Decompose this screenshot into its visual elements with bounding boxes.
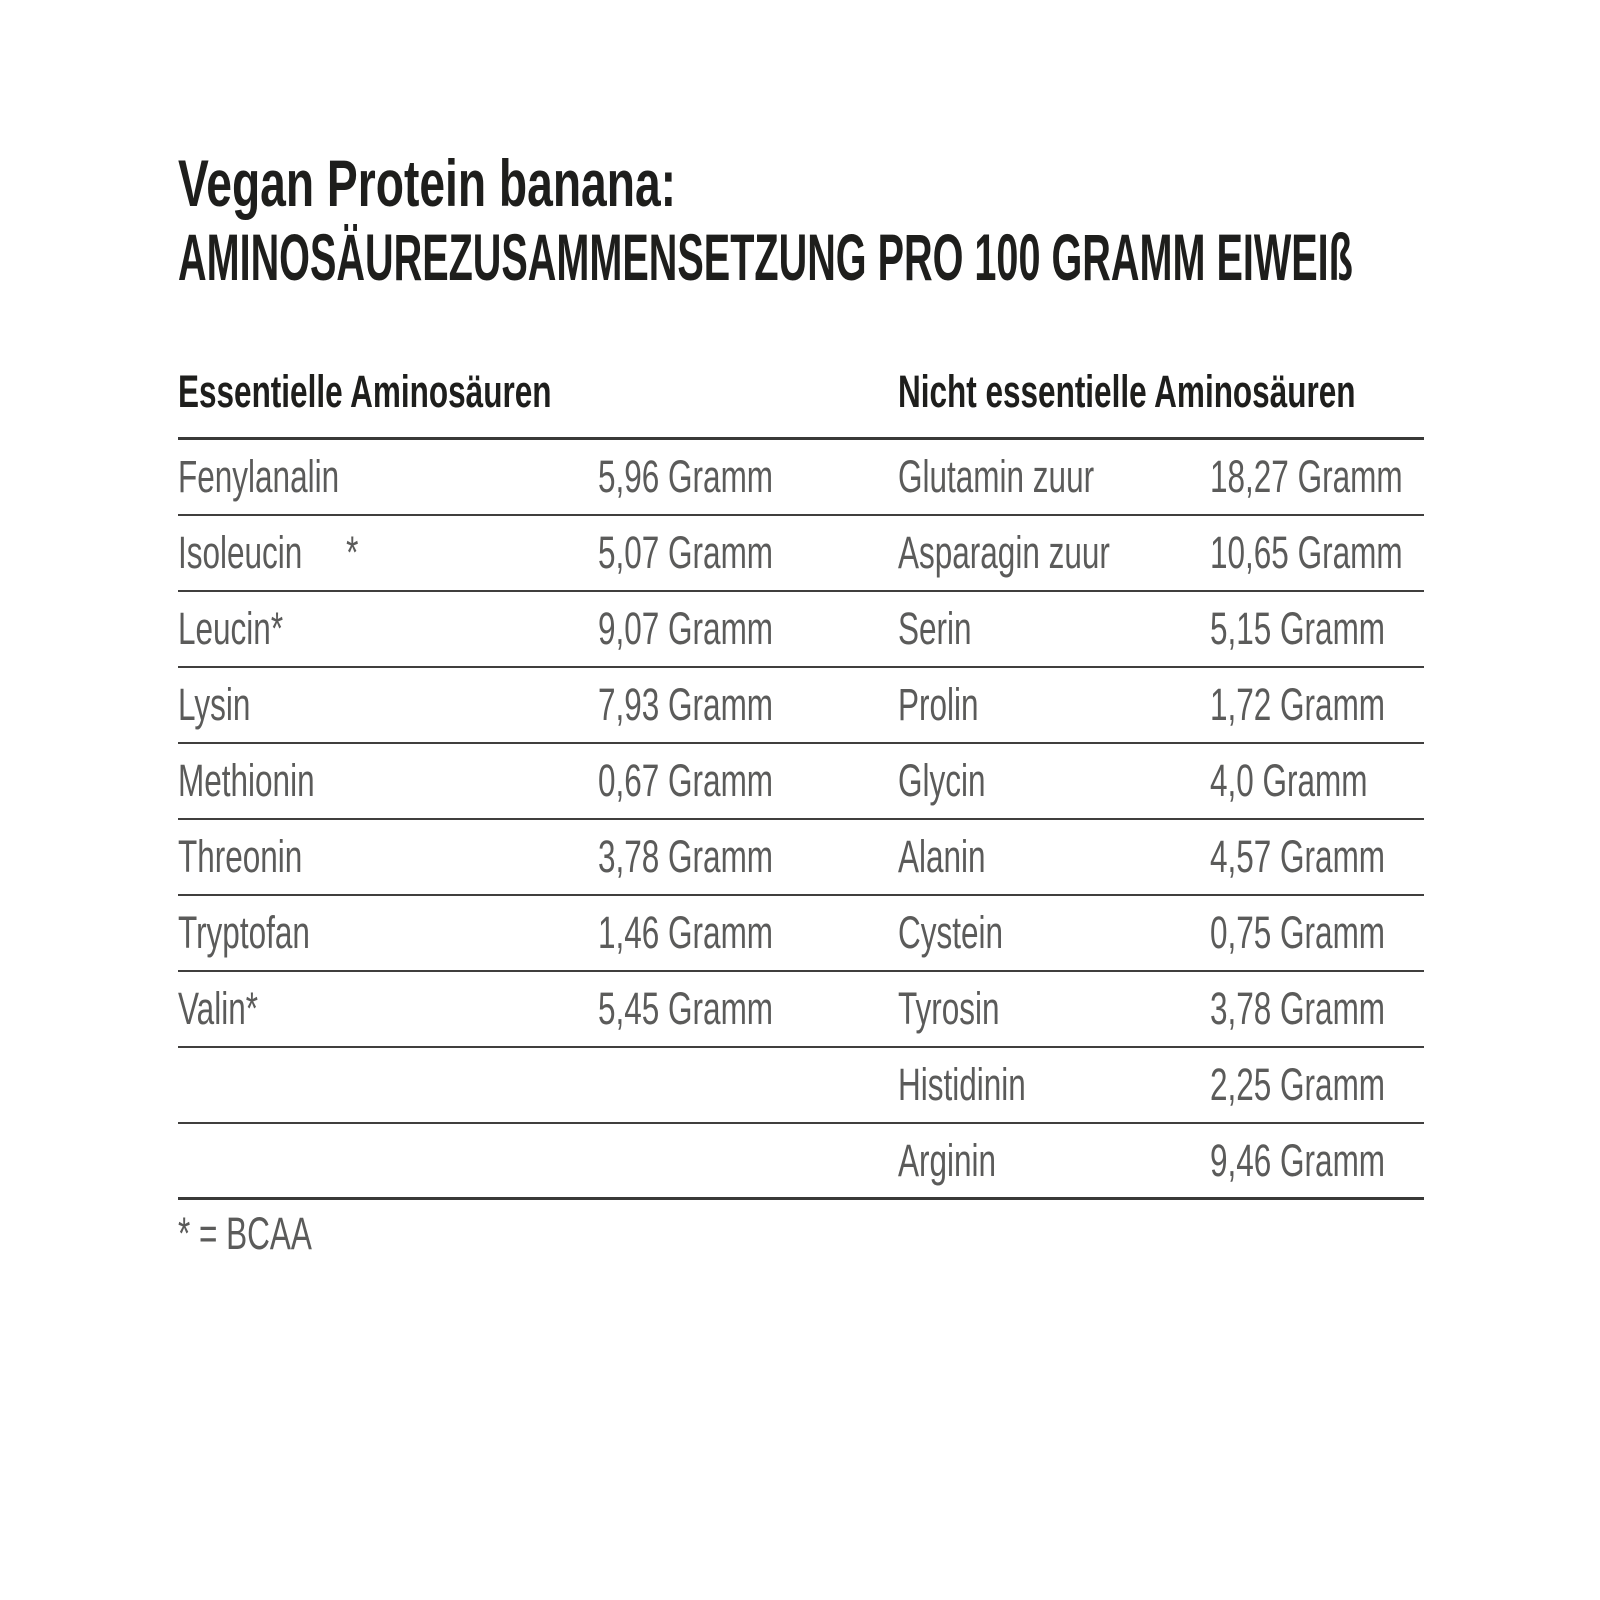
amino-value-cell: 0,75 Gramm — [1210, 907, 1386, 958]
table-row — [178, 896, 1424, 972]
page-title — [178, 146, 1600, 294]
amino-name-cell: Arginin — [898, 1134, 997, 1186]
column-header-essential: Essentielle Aminosäuren — [178, 366, 552, 417]
amino-value-cell: 18,27 Gramm — [1210, 451, 1403, 502]
amino-name-cell: Glutamin zuur — [898, 451, 1095, 502]
amino-name-cell: Methionin — [178, 755, 315, 806]
amino-name-cell: Threonin — [178, 831, 303, 882]
column-header-non-essential: Nicht essentielle Aminosäuren — [898, 366, 1356, 417]
amino-value-cell: 4,57 Gramm — [1210, 831, 1386, 882]
footnote-bcaa: * = BCAA — [178, 1208, 312, 1259]
amino-name-cell: Histidinin — [898, 1059, 1026, 1110]
amino-name-cell: Fenylanalin — [178, 451, 340, 502]
amino-name-cell: Tyrosin — [898, 983, 1000, 1034]
amino-name-cell: Serin — [898, 603, 972, 654]
amino-name-cell — [178, 1135, 598, 1187]
amino-name-cell — [178, 1059, 598, 1111]
table-row — [178, 516, 1424, 592]
amino-value-cell: 1,72 Gramm — [1210, 679, 1386, 730]
amino-value-cell: 3,78 Gramm — [1210, 983, 1386, 1034]
table-row — [178, 668, 1424, 744]
table-row — [178, 744, 1424, 820]
table-row — [178, 1048, 1424, 1124]
amino-value-cell: 5,07 Gramm — [598, 527, 774, 578]
table-row — [178, 592, 1424, 668]
amino-name-cell: Valin* — [178, 983, 258, 1034]
amino-value-cell: 5,45 Gramm — [598, 983, 774, 1034]
amino-name-cell: Asparagin zuur — [898, 527, 1110, 578]
title-line-product: Vegan Protein banana: — [178, 146, 677, 220]
amino-name-cell: Alanin — [898, 831, 986, 882]
amino-name-cell: Cystein — [898, 907, 1004, 958]
amino-value-cell: 2,25 Gramm — [1210, 1059, 1386, 1110]
amino-name-cell: Lysin — [178, 679, 251, 730]
amino-value-cell: 3,78 Gramm — [598, 831, 774, 882]
table-row — [178, 972, 1424, 1048]
amino-name-cell: Leucin* — [178, 603, 284, 654]
amino-value-cell: 7,93 Gramm — [598, 679, 774, 730]
amino-name-cell: Isoleucin * — [178, 527, 359, 578]
amino-value-cell: 0,67 Gramm — [598, 755, 774, 806]
amino-value-cell: 5,96 Gramm — [598, 451, 774, 502]
amino-name-cell: Tryptofan — [178, 907, 310, 958]
amino-acid-table — [178, 437, 1424, 1200]
amino-value-cell: 10,65 Gramm — [1210, 527, 1403, 578]
amino-value-cell — [598, 1059, 898, 1111]
table-row — [178, 440, 1424, 516]
amino-name-cell: Glycin — [898, 755, 986, 806]
table-row — [178, 820, 1424, 896]
amino-name-cell: Prolin — [898, 679, 979, 730]
amino-value-cell: 4,0 Gramm — [1210, 755, 1368, 806]
table-row — [178, 1124, 1424, 1200]
amino-value-cell: 9,46 Gramm — [1210, 1134, 1386, 1186]
amino-value-cell: 5,15 Gramm — [1210, 603, 1386, 654]
amino-value-cell — [598, 1135, 898, 1187]
title-line-subject: AMINOSÄUREZUSAMMENSETZUNG PRO 100 GRAMM EIWEIß — [178, 220, 1353, 294]
amino-value-cell: 9,07 Gramm — [598, 603, 774, 654]
amino-value-cell: 1,46 Gramm — [598, 907, 774, 958]
